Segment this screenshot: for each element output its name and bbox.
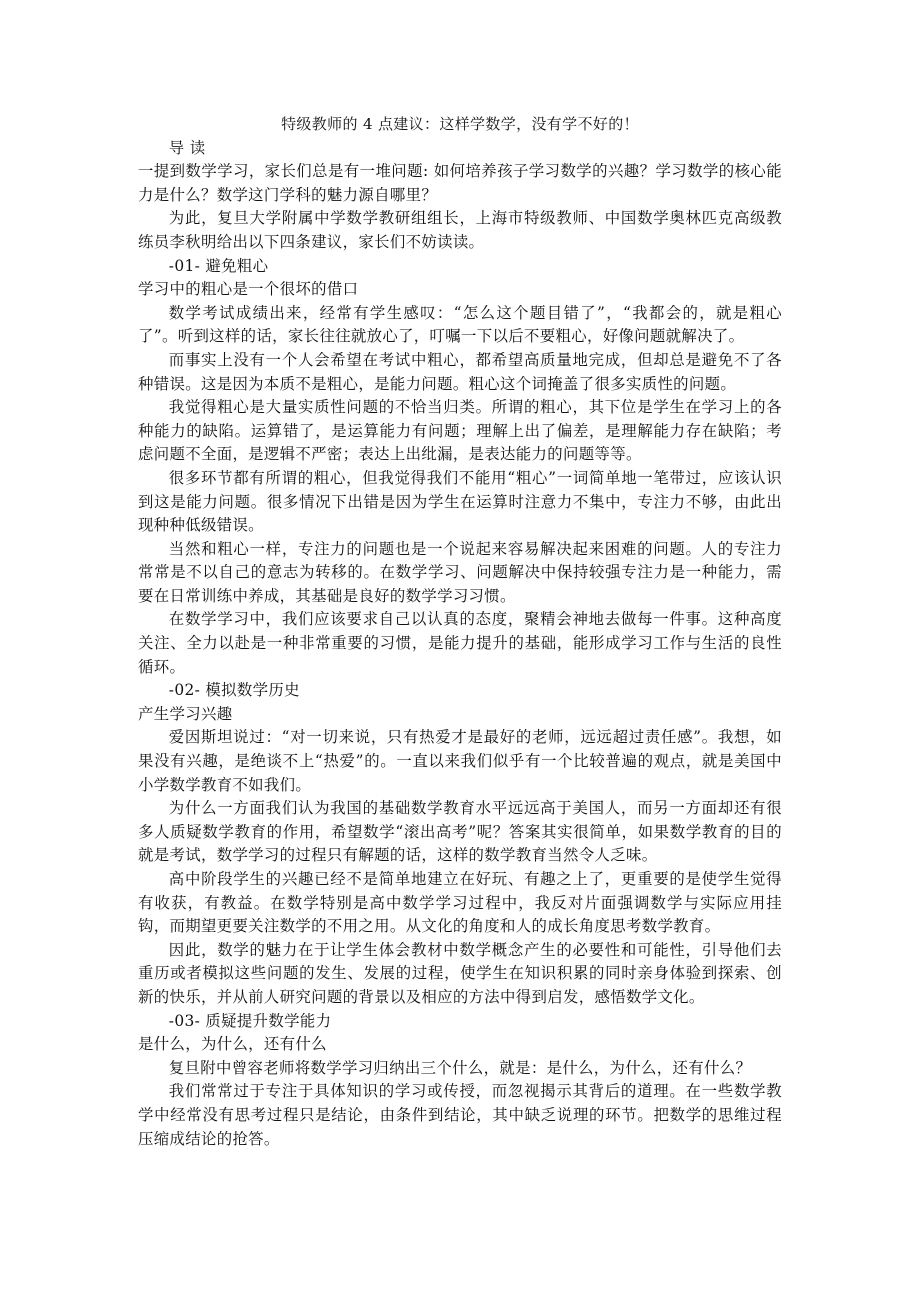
section-1-paragraph-4: 很多环节都有所谓的粗心，但我觉得我们不能用“粗心”一词简单地一笔带过，应该认识到这是能力问题。很多情况下出错是因为学生在运算时注意力不集中，专注力不够，由此出现种种低级错误。	[138, 468, 782, 535]
section-2-paragraph-3: 高中阶段学生的兴趣已经不是简单地建立在好玩、有趣之上了，更重要的是使学生觉得有收获，有教益。在数学特别是高中数学学习过程中，我反对片面强调数学与实际应用挂钩，而期望更要关注数学的不用之用。从文化的角度和人的成长角度思考数学教育。	[138, 870, 782, 936]
section-3-paragraph-1: 复旦附中曾容老师将数学学习归纳出三个什么，就是：是什么，为什么，还有什么？	[168, 1058, 752, 1077]
document-page	[138, 113, 782, 1151]
section-3-heading: -03- 质疑提升数学能力	[168, 1011, 332, 1030]
section-1-paragraph-2: 而事实上没有一个人会希望在考试中粗心，都希望高质量地完成，但却总是避免不了各种错误。这是因为本质不是粗心，是能力问题。粗心这个词掩盖了很多实质性的问题。	[138, 350, 782, 393]
section-3-subheading: 是什么，为什么，还有什么	[138, 1035, 327, 1054]
section-3-paragraph-2: 我们常常过于专注于具体知识的学习或传授，而忽视揭示其背后的道理。在一些数学教学中经常没有思考过程只是结论，由条件到结论，其中缺乏说理的环节。把数学的思维过程压缩成结论的抢答。	[138, 1082, 782, 1148]
intro-paragraph-2: 为此，复旦大学附属中学数学教研组组长，上海市特级教师、中国数学奥林匹克高级教练员李秋明给出以下四条建议，家长们不妨读读。	[138, 209, 782, 251]
section-1-subheading: 学习中的粗心是一个很坏的借口	[138, 280, 359, 299]
intro-paragraph-1: 一提到数学学习，家长们总是有一堆问题: 如何培养孩子学习数学的兴趣？学习数学的核心能力是什么？数学这门学科的魅力源自哪里？	[138, 162, 782, 204]
section-1-heading: -01- 避免粗心	[168, 256, 269, 275]
section-2-paragraph-4: 因此，数学的魅力在于让学生体会教材中数学概念产生的必要性和可能性，引导他们去重历或者模拟这些问题的发生、发展的过程，使学生在知识积累的同时亲身体验到探索、创新的快乐，并从前人研究问题的背景以及相应的方法中得到启发，感悟数学文化。	[138, 940, 782, 1006]
section-1-paragraph-3: 我觉得粗心是大量实质性问题的不恰当归类。所谓的粗心，其下位是学生在学习上的各种能力的缺陷。运算错了，是运算能力有问题；理解上出了偏差，是理解能力存在缺陷；考虑问题不全面，是逻辑不严密；表达上出纰漏，是表达能力的问题等等。	[138, 398, 782, 464]
section-1-paragraph-5: 当然和粗心一样，专注力的问题也是一个说起来容易解决起来困难的问题。人的专注力常常是不以自己的意志为转移的。在数学学习、问题解决中保持较强专注力是一种能力，需要在日常训练中养成，其基础是良好的数学学习习惯。	[138, 539, 782, 605]
section-2-paragraph-2: 为什么一方面我们认为我国的基础数学教育水平远远高于美国人，而另一方面却还有很多人质疑数学教育的作用，希望数学“滚出高考”呢？答案其实很简单，如果数学教育的目的就是考试，数学学习的过程只有解题的话，这样的数学教育当然令人乏味。	[138, 799, 782, 865]
guide-heading: 导 读	[168, 138, 206, 157]
section-1-paragraph-1: 数学考试成绩出来，经常有学生感叹：“怎么这个题目错了”，“我都会的，就是粗心了”。听到这样的话，家长往往就放心了，叮嘱一下以后不要粗心，好像问题就解决了。	[138, 303, 782, 346]
section-2-paragraph-1: 爱因斯坦说过：“对一切来说，只有热爱才是最好的老师，远远超过责任感”。我想，如果没有兴趣，是绝谈不上“热爱”的。一直以来我们似乎有一个比较普遍的观点，就是美国中小学数学教育不如我们。	[138, 728, 782, 794]
section-1-paragraph-6: 在数学学习中，我们应该要求自己以认真的态度，聚精会神地去做每一件事。这种高度关注、全力以赴是一种非常重要的习惯，是能力提升的基础，能形成学习工作与生活的良性循环。	[138, 610, 782, 676]
document-title: 特级教师的 4 点建议：这样学数学，没有学不好的！	[281, 115, 639, 133]
section-2-subheading: 产生学习兴趣	[138, 704, 233, 723]
section-2-heading: -02- 模拟数学历史	[168, 681, 300, 700]
